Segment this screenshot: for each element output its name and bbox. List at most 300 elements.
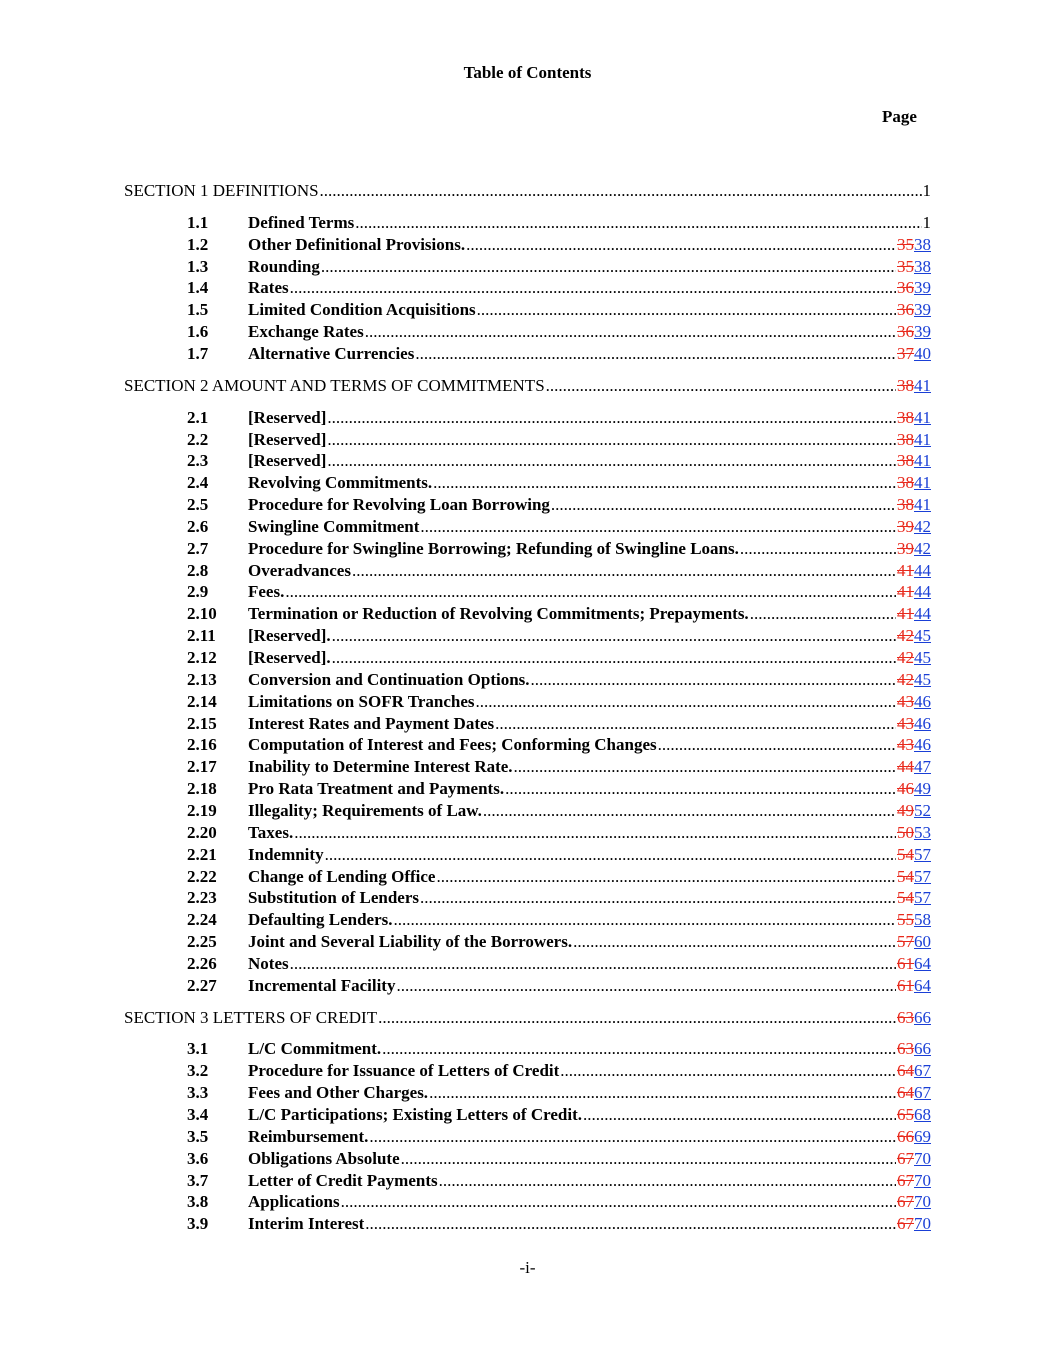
page-number: -i- bbox=[519, 1258, 536, 1277]
toc-page-ref bbox=[897, 299, 931, 321]
toc-item-entry[interactable] bbox=[187, 625, 931, 647]
inserted-page-number[interactable]: 41 bbox=[914, 430, 931, 449]
deleted-page-number: 43 bbox=[897, 735, 914, 754]
toc-entry-number: 2.27 bbox=[187, 976, 217, 995]
dot-leader bbox=[378, 1007, 896, 1029]
toc-entry-number: 2.5 bbox=[187, 495, 209, 514]
inserted-page-number[interactable]: 44 bbox=[914, 561, 931, 580]
dot-leader bbox=[365, 1213, 896, 1235]
toc-page-ref bbox=[897, 234, 931, 256]
toc-page-ref bbox=[897, 691, 931, 713]
deleted-page-number: 61 bbox=[897, 976, 914, 995]
toc-page-ref bbox=[897, 1213, 931, 1235]
toc-entry-title: SECTION 2 AMOUNT AND TERMS OF COMMITMENTS bbox=[124, 376, 545, 395]
deleted-page-number: 67 bbox=[897, 1192, 914, 1211]
toc-entry-number: 1.6 bbox=[187, 322, 209, 341]
toc-item-entry[interactable] bbox=[187, 472, 931, 494]
toc-item-entry[interactable] bbox=[187, 494, 931, 516]
toc-page-ref bbox=[897, 713, 931, 735]
inserted-page-number[interactable]: 52 bbox=[914, 801, 931, 820]
toc-item-entry[interactable] bbox=[187, 691, 931, 713]
dot-leader bbox=[290, 277, 896, 299]
deleted-page-number: 66 bbox=[897, 1127, 914, 1146]
toc-page-ref bbox=[897, 1126, 931, 1148]
deleted-page-number: 67 bbox=[897, 1171, 914, 1190]
toc-item-entry[interactable] bbox=[187, 581, 931, 603]
toc-item-entry[interactable] bbox=[187, 538, 931, 560]
toc-entry-title: Letter of Credit Payments bbox=[248, 1171, 438, 1190]
deleted-page-number: 41 bbox=[897, 604, 914, 623]
deleted-page-number: 50 bbox=[897, 823, 914, 842]
deleted-page-number: 39 bbox=[897, 539, 914, 558]
toc-entry-number: 1.5 bbox=[187, 300, 209, 319]
toc-entry-title: Pro Rata Treatment and Payments. bbox=[248, 779, 505, 798]
dot-leader bbox=[420, 887, 896, 909]
deleted-page-number: 67 bbox=[897, 1214, 914, 1233]
inserted-page-number[interactable]: 46 bbox=[914, 714, 931, 733]
toc-item-entry[interactable] bbox=[187, 1038, 931, 1060]
toc-item-entry[interactable] bbox=[187, 1104, 931, 1126]
toc-page-ref bbox=[897, 1148, 931, 1170]
toc-page-ref bbox=[897, 931, 931, 953]
deleted-page-number: 41 bbox=[897, 582, 914, 601]
toc-item-entry[interactable] bbox=[187, 909, 931, 931]
toc-item-entry[interactable] bbox=[187, 1148, 931, 1170]
deleted-page-number: 38 bbox=[897, 495, 914, 514]
toc-page-ref bbox=[897, 375, 931, 397]
toc-entry-number: 2.7 bbox=[187, 539, 209, 558]
toc-item-entry[interactable] bbox=[187, 822, 931, 844]
toc-page-ref bbox=[897, 669, 931, 691]
toc-entry-number: 2.24 bbox=[187, 910, 217, 929]
toc-entry-title: Reimbursement. bbox=[248, 1127, 369, 1146]
toc-page-ref bbox=[897, 734, 931, 756]
toc-entry-number: 2.18 bbox=[187, 779, 217, 798]
inserted-page-number[interactable]: 66 bbox=[914, 1039, 931, 1058]
inserted-page-number[interactable]: 45 bbox=[914, 670, 931, 689]
toc-entry-number: 2.16 bbox=[187, 735, 217, 754]
dot-leader bbox=[420, 516, 896, 538]
deleted-page-number: 46 bbox=[897, 779, 914, 798]
toc-entry-title: [Reserved] bbox=[248, 430, 327, 449]
deleted-page-number: 37 bbox=[897, 344, 914, 363]
deleted-page-number: 35 bbox=[897, 235, 914, 254]
dot-leader bbox=[433, 472, 896, 494]
toc-page-ref bbox=[897, 975, 931, 997]
toc-page-ref bbox=[897, 581, 931, 603]
toc-page-ref bbox=[897, 256, 931, 278]
toc-entry-title: Termination or Reduction of Revolving Commitments; Prepayments. bbox=[248, 604, 749, 623]
toc-item-entry[interactable] bbox=[187, 931, 931, 953]
toc-entry-number: 2.9 bbox=[187, 582, 209, 601]
inserted-page-number[interactable]: 47 bbox=[914, 757, 931, 776]
toc-item-entry[interactable] bbox=[187, 734, 931, 756]
toc-page-ref bbox=[897, 1060, 931, 1082]
dot-leader bbox=[321, 256, 896, 278]
toc-entry-number: 3.5 bbox=[187, 1127, 209, 1146]
dot-leader bbox=[382, 1038, 896, 1060]
toc-page-ref bbox=[897, 778, 931, 800]
deleted-page-number: 38 bbox=[897, 430, 914, 449]
deleted-page-number: 63 bbox=[897, 1008, 914, 1027]
inserted-page-number[interactable]: 42 bbox=[914, 539, 931, 558]
toc-entry-number: 1.3 bbox=[187, 257, 209, 276]
inserted-page-number[interactable]: 45 bbox=[914, 648, 931, 667]
toc-page-ref bbox=[897, 625, 931, 647]
dot-leader bbox=[505, 778, 896, 800]
toc-section-entry[interactable] bbox=[124, 1007, 931, 1029]
toc-entry-title: Other Definitional Provisions. bbox=[248, 235, 466, 254]
inserted-page-number[interactable]: 46 bbox=[914, 692, 931, 711]
toc-entry-number: 2.26 bbox=[187, 954, 217, 973]
toc-item-entry[interactable] bbox=[187, 603, 931, 625]
dot-leader bbox=[294, 822, 896, 844]
inserted-page-number[interactable]: 57 bbox=[914, 867, 931, 886]
toc-entry-number: 2.22 bbox=[187, 867, 217, 886]
dot-leader bbox=[531, 669, 896, 691]
toc-item-entry[interactable] bbox=[187, 953, 931, 975]
inserted-page-number[interactable]: 64 bbox=[914, 954, 931, 973]
toc-item-entry[interactable] bbox=[187, 407, 931, 429]
toc-entry-title: Substitution of Lenders bbox=[248, 888, 419, 907]
toc-item-entry[interactable] bbox=[187, 343, 931, 365]
toc-page-ref bbox=[897, 822, 931, 844]
toc-entry-number: 2.15 bbox=[187, 714, 217, 733]
deleted-page-number: 44 bbox=[897, 757, 914, 776]
deleted-page-number: 39 bbox=[897, 517, 914, 536]
toc-item-entry[interactable] bbox=[187, 669, 931, 691]
toc-entry-title: Illegality; Requirements of Law. bbox=[248, 801, 482, 820]
dot-leader bbox=[325, 844, 896, 866]
toc-page-ref bbox=[897, 494, 931, 516]
dot-leader bbox=[341, 1191, 896, 1213]
toc-entry-number: 3.4 bbox=[187, 1105, 209, 1124]
toc-page-ref bbox=[897, 560, 931, 582]
dot-leader bbox=[355, 212, 921, 234]
toc-entry-title: Indemnity bbox=[248, 845, 324, 864]
inserted-page-number[interactable]: 60 bbox=[914, 932, 931, 951]
inserted-page-number[interactable]: 38 bbox=[914, 235, 931, 254]
toc-section-entry[interactable] bbox=[124, 375, 931, 397]
inserted-page-number[interactable]: 67 bbox=[914, 1061, 931, 1080]
toc-entry-number: 2.4 bbox=[187, 473, 209, 492]
toc-entry-title: Change of Lending Office bbox=[248, 867, 436, 886]
toc-item-entry[interactable] bbox=[187, 321, 931, 343]
toc-entry-title: Limited Condition Acquisitions bbox=[248, 300, 476, 319]
toc-page-ref bbox=[897, 800, 931, 822]
toc-entry-title: Exchange Rates bbox=[248, 322, 364, 341]
inserted-page-number[interactable]: 41 bbox=[914, 451, 931, 470]
toc-item-entry[interactable] bbox=[187, 887, 931, 909]
toc-entry-number: 2.21 bbox=[187, 845, 217, 864]
toc-entry-number: 3.3 bbox=[187, 1083, 209, 1102]
toc-entry-title: Conversion and Continuation Options. bbox=[248, 670, 530, 689]
toc-entry-title: Interim Interest bbox=[248, 1214, 365, 1233]
toc-entry-title: Notes bbox=[248, 954, 289, 973]
inserted-page-number[interactable]: 70 bbox=[914, 1192, 931, 1211]
deleted-page-number: 36 bbox=[897, 322, 914, 341]
toc-entry-number: 2.20 bbox=[187, 823, 217, 842]
toc-entry-title: Computation of Interest and Fees; Conforming Changes bbox=[248, 735, 657, 754]
deleted-page-number: 63 bbox=[897, 1039, 914, 1058]
inserted-page-number[interactable]: 58 bbox=[914, 910, 931, 929]
toc-item-entry[interactable] bbox=[187, 516, 931, 538]
inserted-page-number[interactable]: 57 bbox=[914, 888, 931, 907]
dot-leader bbox=[740, 538, 896, 560]
deleted-page-number: 57 bbox=[897, 932, 914, 951]
inserted-page-number[interactable]: 66 bbox=[914, 1008, 931, 1027]
toc-item-entry[interactable] bbox=[187, 299, 931, 321]
toc-entry-title: Procedure for Swingline Borrowing; Refunding of Swingline Loans. bbox=[248, 539, 739, 558]
toc-entry-number: 2.25 bbox=[187, 932, 217, 951]
toc-item-entry[interactable] bbox=[187, 800, 931, 822]
toc-page-ref bbox=[897, 887, 931, 909]
toc-entry-title: Fees and Other Charges. bbox=[248, 1083, 429, 1102]
toc-entry-title: Procedure for Revolving Loan Borrowing bbox=[248, 495, 550, 514]
inserted-page-number[interactable]: 39 bbox=[914, 322, 931, 341]
inserted-page-number[interactable]: 64 bbox=[914, 976, 931, 995]
dot-leader bbox=[415, 343, 896, 365]
deleted-page-number: 55 bbox=[897, 910, 914, 929]
dot-leader bbox=[546, 375, 896, 397]
dot-leader bbox=[750, 603, 896, 625]
dot-leader bbox=[394, 909, 897, 931]
toc-item-entry[interactable] bbox=[187, 1213, 931, 1235]
inserted-page-number[interactable]: 70 bbox=[914, 1214, 931, 1233]
toc-page-ref bbox=[897, 1104, 931, 1126]
deleted-page-number: 38 bbox=[897, 408, 914, 427]
toc-entry-number: 2.1 bbox=[187, 408, 209, 427]
toc-entry-number: 2.3 bbox=[187, 451, 209, 470]
toc-page-ref: 1 bbox=[922, 213, 931, 232]
toc-item-entry[interactable] bbox=[187, 866, 931, 888]
toc-page-ref bbox=[897, 647, 931, 669]
dot-leader bbox=[573, 931, 896, 953]
toc-entry-number: 3.8 bbox=[187, 1192, 209, 1211]
dot-leader bbox=[476, 691, 896, 713]
toc-entry-number: 3.1 bbox=[187, 1039, 209, 1058]
dot-leader bbox=[352, 560, 896, 582]
toc-entry-title: Fees. bbox=[248, 582, 285, 601]
inserted-page-number[interactable]: 40 bbox=[914, 344, 931, 363]
dot-leader bbox=[560, 1060, 896, 1082]
toc-entry-title: Rounding bbox=[248, 257, 320, 276]
toc-entry-title: Procedure for Issuance of Letters of Credit bbox=[248, 1061, 560, 1080]
toc-item-entry[interactable] bbox=[187, 450, 931, 472]
toc-page-ref bbox=[897, 538, 931, 560]
toc-item-entry[interactable] bbox=[187, 647, 931, 669]
toc-entry-title: Joint and Several Liability of the Borrowers. bbox=[248, 932, 573, 951]
toc-entry-number: 2.10 bbox=[187, 604, 217, 623]
toc-entry-title: Incremental Facility bbox=[248, 976, 396, 995]
dot-leader bbox=[429, 1082, 896, 1104]
dot-leader bbox=[332, 625, 896, 647]
inserted-page-number[interactable]: 41 bbox=[914, 408, 931, 427]
toc-page-ref: 1 bbox=[922, 181, 931, 200]
dot-leader bbox=[327, 407, 896, 429]
inserted-page-number[interactable]: 67 bbox=[914, 1083, 931, 1102]
deleted-page-number: 64 bbox=[897, 1061, 914, 1080]
deleted-page-number: 42 bbox=[897, 648, 914, 667]
toc-entry-title: Defined Terms bbox=[248, 213, 355, 232]
toc-entry-title: Revolving Commitments. bbox=[248, 473, 433, 492]
dot-leader bbox=[514, 756, 896, 778]
toc-item-entry[interactable] bbox=[187, 1060, 931, 1082]
inserted-page-number[interactable]: 42 bbox=[914, 517, 931, 536]
toc-item-entry[interactable] bbox=[187, 212, 931, 234]
deleted-page-number: 36 bbox=[897, 300, 914, 319]
toc-entry-title: [Reserved]. bbox=[248, 648, 331, 667]
toc-entry-title: SECTION 1 DEFINITIONS bbox=[124, 181, 319, 200]
inserted-page-number[interactable]: 46 bbox=[914, 735, 931, 754]
toc-page-ref bbox=[897, 1170, 931, 1192]
toc-item-entry[interactable] bbox=[187, 1082, 931, 1104]
toc-entry-title: Overadvances bbox=[248, 561, 351, 580]
deleted-page-number: 67 bbox=[897, 1149, 914, 1168]
toc-item-entry[interactable] bbox=[187, 277, 931, 299]
toc-entry-title: Limitations on SOFR Tranches bbox=[248, 692, 475, 711]
inserted-page-number[interactable]: 53 bbox=[914, 823, 931, 842]
toc-page-ref bbox=[897, 603, 931, 625]
toc-page-ref bbox=[897, 343, 931, 365]
dot-leader bbox=[483, 800, 896, 822]
toc-entry-title: Applications bbox=[248, 1192, 340, 1211]
toc-entry-title: Defaulting Lenders. bbox=[248, 910, 393, 929]
toc-item-entry[interactable] bbox=[187, 844, 931, 866]
dot-leader bbox=[436, 866, 896, 888]
toc-page-ref bbox=[897, 321, 931, 343]
inserted-page-number[interactable]: 69 bbox=[914, 1127, 931, 1146]
toc-page-ref bbox=[897, 277, 931, 299]
toc-entry-title: Interest Rates and Payment Dates bbox=[248, 714, 495, 733]
toc-entry-number: 1.7 bbox=[187, 344, 209, 363]
toc-section-entry[interactable] bbox=[124, 180, 931, 202]
toc-title: Table of Contents bbox=[463, 63, 592, 82]
toc-page-ref bbox=[897, 450, 931, 472]
toc-entry-number: 2.19 bbox=[187, 801, 217, 820]
toc-page-ref bbox=[897, 844, 931, 866]
inserted-page-number[interactable]: 41 bbox=[914, 495, 931, 514]
deleted-page-number: 65 bbox=[897, 1105, 914, 1124]
toc-entry-title: Inability to Determine Interest Rate. bbox=[248, 757, 513, 776]
inserted-page-number[interactable]: 57 bbox=[914, 845, 931, 864]
dot-leader bbox=[285, 581, 896, 603]
toc-entry-number: 3.6 bbox=[187, 1149, 209, 1168]
inserted-page-number[interactable]: 39 bbox=[914, 300, 931, 319]
deleted-page-number: 43 bbox=[897, 714, 914, 733]
toc-item-entry[interactable] bbox=[187, 1191, 931, 1213]
dot-leader bbox=[583, 1104, 896, 1126]
toc-entry-number: 1.4 bbox=[187, 278, 209, 297]
deleted-page-number: 43 bbox=[897, 692, 914, 711]
toc-page-ref bbox=[897, 1191, 931, 1213]
dot-leader bbox=[396, 975, 896, 997]
toc-entry-title: SECTION 3 LETTERS OF CREDIT bbox=[124, 1008, 378, 1027]
toc-page-ref bbox=[897, 1082, 931, 1104]
inserted-page-number[interactable]: 38 bbox=[914, 257, 931, 276]
toc-page-ref bbox=[897, 472, 931, 494]
toc-entry-number: 3.9 bbox=[187, 1214, 209, 1233]
dot-leader bbox=[365, 321, 896, 343]
toc-page-ref bbox=[897, 1038, 931, 1060]
deleted-page-number: 54 bbox=[897, 845, 914, 864]
toc-page-ref bbox=[897, 516, 931, 538]
toc-entry-number: 2.2 bbox=[187, 430, 209, 449]
toc-entry-number: 2.14 bbox=[187, 692, 217, 711]
deleted-page-number: 41 bbox=[897, 561, 914, 580]
inserted-page-number[interactable]: 44 bbox=[914, 582, 931, 601]
toc-entry-title: Swingline Commitment bbox=[248, 517, 420, 536]
dot-leader bbox=[658, 734, 896, 756]
toc-entry-title: [Reserved]. bbox=[248, 626, 331, 645]
toc-item-entry[interactable] bbox=[187, 256, 931, 278]
toc-entry-title: Alternative Currencies bbox=[248, 344, 415, 363]
toc-page-ref bbox=[897, 866, 931, 888]
deleted-page-number: 61 bbox=[897, 954, 914, 973]
dot-leader bbox=[551, 494, 896, 516]
dot-leader bbox=[290, 953, 896, 975]
toc-entry-number: 2.12 bbox=[187, 648, 217, 667]
toc-entry-title: Rates bbox=[248, 278, 289, 297]
toc-item-entry[interactable] bbox=[187, 1126, 931, 1148]
toc-item-entry[interactable] bbox=[187, 756, 931, 778]
toc-entry-title: Taxes. bbox=[248, 823, 294, 842]
toc-item-entry[interactable] bbox=[187, 975, 931, 997]
toc-entry-title: [Reserved] bbox=[248, 408, 327, 427]
toc-entry-number: 3.2 bbox=[187, 1061, 209, 1080]
inserted-page-number[interactable]: 41 bbox=[914, 473, 931, 492]
inserted-page-number[interactable]: 68 bbox=[914, 1105, 931, 1124]
inserted-page-number[interactable]: 70 bbox=[914, 1149, 931, 1168]
inserted-page-number[interactable]: 70 bbox=[914, 1171, 931, 1190]
toc-item-entry[interactable] bbox=[187, 713, 931, 735]
toc-entry-number: 3.7 bbox=[187, 1171, 209, 1190]
dot-leader bbox=[477, 299, 896, 321]
toc-entry-title: L/C Participations; Existing Letters of Credit. bbox=[248, 1105, 582, 1124]
inserted-page-number[interactable]: 45 bbox=[914, 626, 931, 645]
toc-item-entry[interactable] bbox=[187, 429, 931, 451]
dot-leader bbox=[332, 647, 896, 669]
toc-page-ref bbox=[897, 756, 931, 778]
deleted-page-number: 38 bbox=[897, 376, 914, 395]
toc-item-entry[interactable] bbox=[187, 560, 931, 582]
inserted-page-number[interactable]: 39 bbox=[914, 278, 931, 297]
toc-page-ref bbox=[897, 1007, 931, 1029]
inserted-page-number[interactable]: 41 bbox=[914, 376, 931, 395]
deleted-page-number: 36 bbox=[897, 278, 914, 297]
inserted-page-number[interactable]: 49 bbox=[914, 779, 931, 798]
toc-page-ref bbox=[897, 429, 931, 451]
dot-leader bbox=[327, 450, 896, 472]
toc-page-ref bbox=[897, 407, 931, 429]
toc-entry-number: 1.2 bbox=[187, 235, 209, 254]
toc-entry-number: 1.1 bbox=[187, 213, 209, 232]
toc-entry-number: 2.17 bbox=[187, 757, 217, 776]
deleted-page-number: 42 bbox=[897, 626, 914, 645]
dot-leader bbox=[327, 429, 896, 451]
deleted-page-number: 54 bbox=[897, 867, 914, 886]
toc-item-entry[interactable] bbox=[187, 1170, 931, 1192]
dot-leader bbox=[439, 1170, 896, 1192]
toc-entry-title: L/C Commitment. bbox=[248, 1039, 382, 1058]
dot-leader bbox=[495, 713, 896, 735]
dot-leader bbox=[401, 1148, 896, 1170]
deleted-page-number: 42 bbox=[897, 670, 914, 689]
toc-item-entry[interactable] bbox=[187, 778, 931, 800]
page-column-header: Page bbox=[882, 107, 917, 126]
toc-item-entry[interactable] bbox=[187, 234, 931, 256]
inserted-page-number[interactable]: 44 bbox=[914, 604, 931, 623]
